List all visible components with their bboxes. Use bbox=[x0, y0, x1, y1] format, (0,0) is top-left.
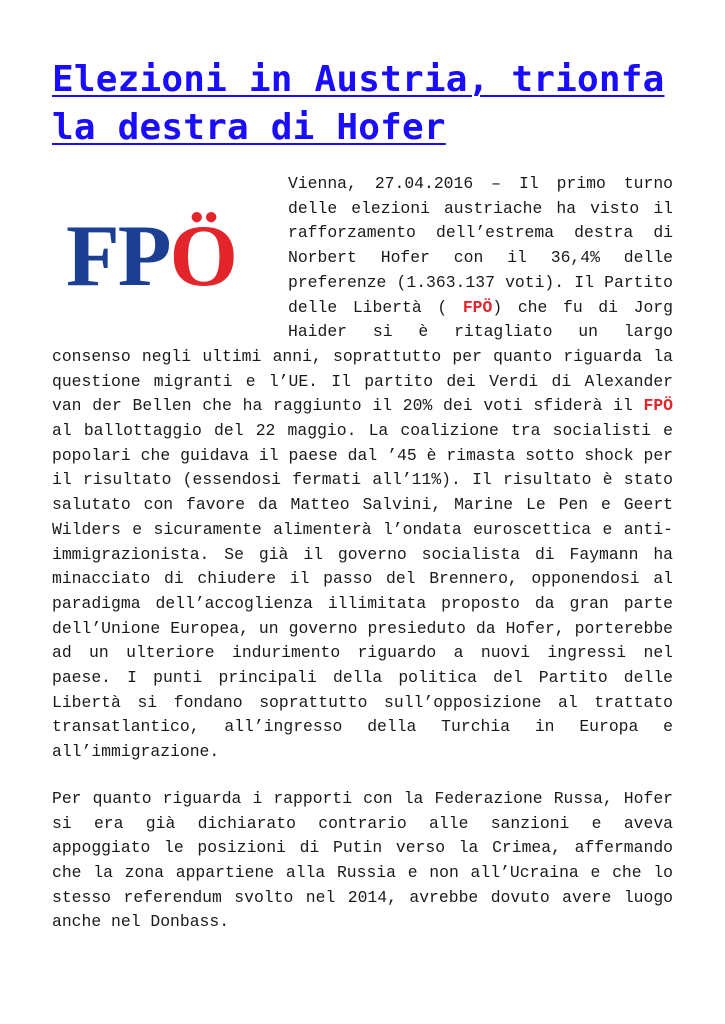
paragraph-1-text-a: Vienna, 27.04.2016 – Il primo turno delle elezioni austriache ha visto il rafforzamento dell’estrema destra di Norbert Hofer con il 36,4% delle preferenze (1.363.137 voti). Il Partito delle Libertà ( bbox=[288, 174, 673, 317]
article-title bbox=[52, 56, 673, 152]
party-highlight-fpo: FPÖ bbox=[643, 396, 673, 416]
article-body bbox=[52, 172, 673, 935]
article-title-link[interactable]: Elezioni in Austria, trionfa la destra di Hofer bbox=[52, 59, 665, 148]
fpo-logo-wordmark: FPÖ bbox=[66, 208, 236, 305]
party-highlight-fpo: FPÖ bbox=[462, 297, 493, 317]
article-paragraph-2: Per quanto riguarda i rapporti con la Federazione Russa, Hofer si era già dichiarato contrario alle sanzioni e aveva appoggiato le posizioni di Putin verso la Crimea, affermando che la zona appartiene alla Russia e non all’Ucraina e che lo stesso referendum svolto nel 2014, avrebbe dovuto avere luogo anche nel Donbass. bbox=[52, 788, 673, 932]
paragraph-1-text-b: ) che fu di Jorg Haider si è ritagliato un largo consenso negli ultimi anni, soprattutto per quanto riguarda la questione migranti e l’UE. Il partito dei Verdi di Alexander van der Bellen che ha raggiunto il 20% dei voti sfiderà il bbox=[52, 297, 673, 416]
article-page bbox=[52, 56, 673, 935]
paragraph-1-text-c: al ballottaggio del 22 maggio. La coalizione tra socialisti e popolari che guidava il paese dal ’45 è rimasta sotto shock per il risultato (essendosi fermati all’11%). Il risultato è stato salutato con favore da Matteo Salvini, Marine Le Pen e Geert Wilders e sicuramente alimenterà l’ondata euroscettica e anti-immigrazionista. Se già il governo socialista di Faymann ha minacciato di chiudere il passo del Brennero, opponendosi al paradigma dell’accoglienza illimitata proposto da gran parte dell’Unione Europea, un governo presieduto da Hofer, porterebbe ad un ulteriore indurimento riguardo a nuovi ingressi nel paese. I punti principali della politica del Partito delle Libertà si fondano soprattutto sull’opposizione al trattato transatlantico, all’ingresso della Turchia in Europa e all’immigrazione. bbox=[52, 421, 673, 762]
fpo-logo bbox=[66, 208, 252, 305]
